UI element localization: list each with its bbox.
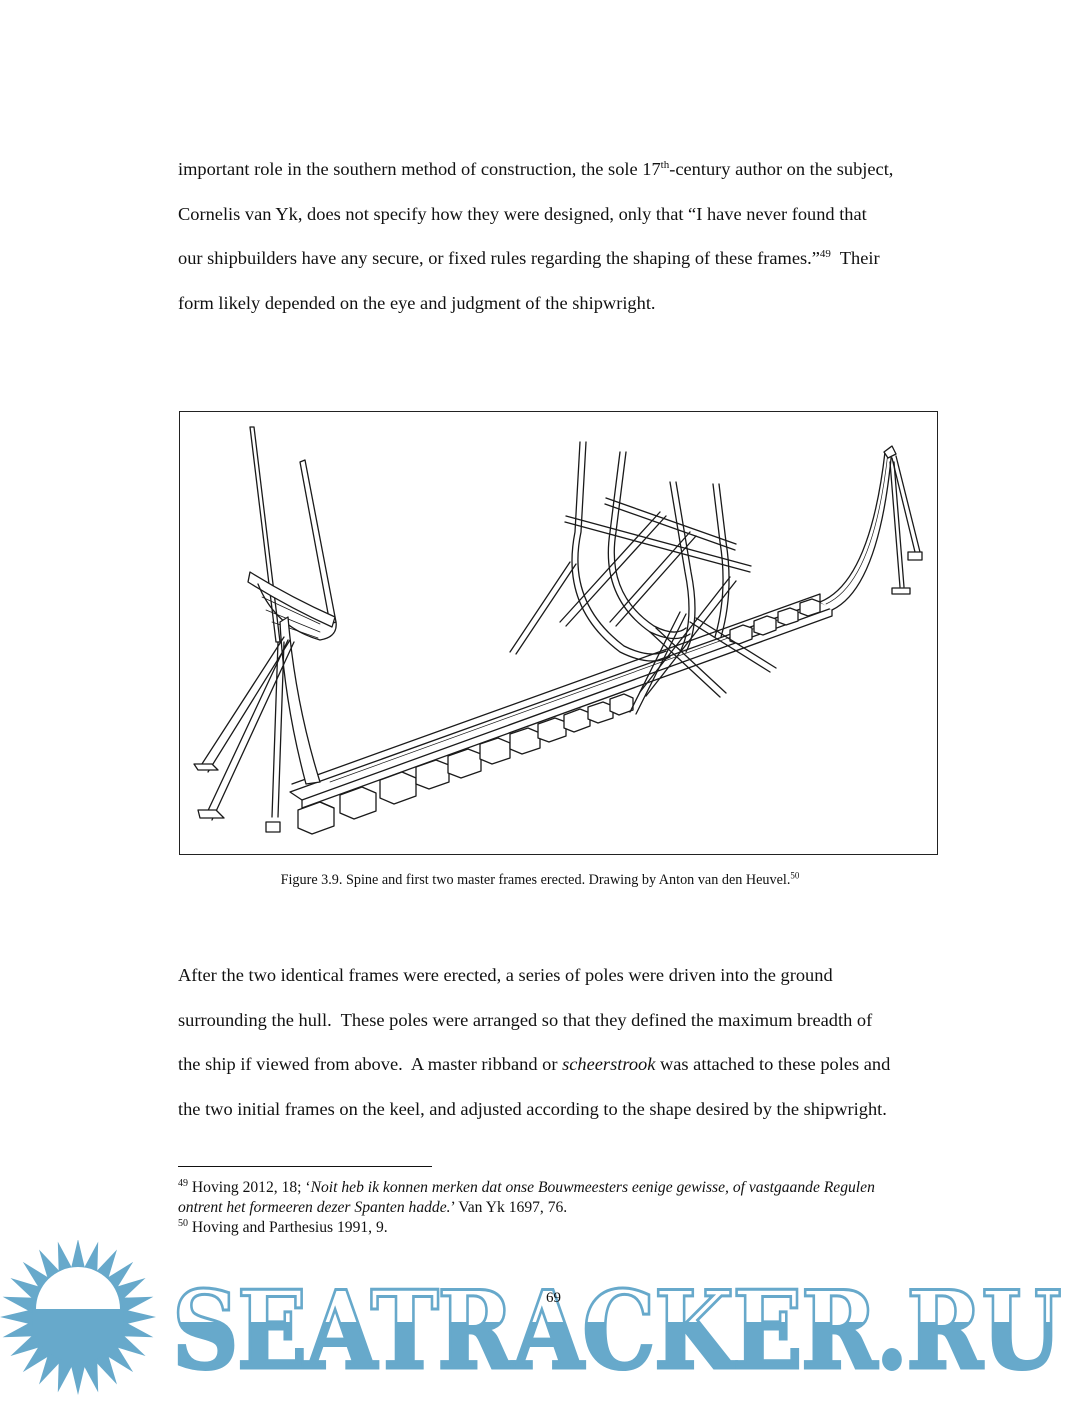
text: Cornelis van Yk, does not specify how they were designed, only that “I have never found that — [178, 203, 867, 224]
text-line — [178, 1042, 948, 1087]
footnotes — [178, 1178, 918, 1238]
text: surrounding the hull. These poles were arranged so that they defined the maximum breadth of — [178, 1009, 873, 1030]
footnote-separator — [178, 1166, 432, 1167]
text-line — [178, 281, 948, 326]
footnote-50 — [178, 1218, 918, 1238]
text: was attached to these poles and — [655, 1054, 891, 1075]
text: -century author on the subject, — [669, 159, 894, 179]
text: ’ Van Yk 1697, 76. — [450, 1199, 568, 1216]
footnote-49 — [178, 1178, 918, 1218]
page-number: 69 — [546, 1290, 561, 1306]
ship-spine-drawing — [180, 412, 937, 854]
sun-over-sea-icon — [0, 1240, 1080, 1397]
text-line — [178, 1087, 948, 1132]
footnote-number: 49 — [178, 1177, 188, 1189]
text: the two initial frames on the keel, and adjusted according to the shape desired by the shipwright. — [178, 1098, 887, 1119]
text: form likely depended on the eye and judgment of the shipwright. — [178, 292, 656, 313]
figure-caption — [0, 872, 1080, 889]
text-line — [178, 147, 948, 192]
body-paragraph-1 — [178, 147, 948, 325]
text-line — [178, 192, 948, 237]
text: important role in the southern method of construction, the sole 17 — [178, 159, 661, 179]
text-line — [178, 953, 948, 998]
seatracker-watermark — [0, 1240, 1080, 1397]
watermark-text: SEATRACKER.RU — [172, 1268, 1060, 1394]
text: the ship if viewed from above. A master ribband or — [178, 1054, 563, 1075]
italic-term: scheerstrook — [562, 1054, 656, 1075]
text: Hoving 2012, 18; ‘ — [188, 1179, 311, 1196]
italic-quote: Noit heb ik konnen merken dat onse Bouwmeesters eenige gewisse, of vastgaande Regulen ontrent het formeeren dezer Spanten hadde. — [178, 1179, 875, 1216]
text-line — [178, 236, 948, 281]
footnote-ref-49[interactable]: 49 — [819, 248, 831, 261]
text: Hoving and Parthesius 1991, 9. — [188, 1219, 388, 1236]
text: Their — [830, 248, 880, 269]
footnote-number: 50 — [178, 1217, 188, 1229]
text: our shipbuilders have any secure, or fixed rules regarding the shaping of these frames.” — [178, 248, 820, 269]
text: After the two identical frames were erected, a series of poles were driven into the ground — [178, 965, 833, 985]
caption-text: Figure 3.9. Spine and first two master frames erected. Drawing by Anton van den Heuvel. — [280, 872, 791, 888]
ordinal-superscript: th — [660, 159, 670, 172]
body-paragraph-2 — [178, 953, 948, 1131]
text-line — [178, 998, 948, 1043]
figure-ship-frames-drawing — [179, 411, 938, 855]
footnote-ref-50[interactable]: 50 — [790, 870, 800, 881]
